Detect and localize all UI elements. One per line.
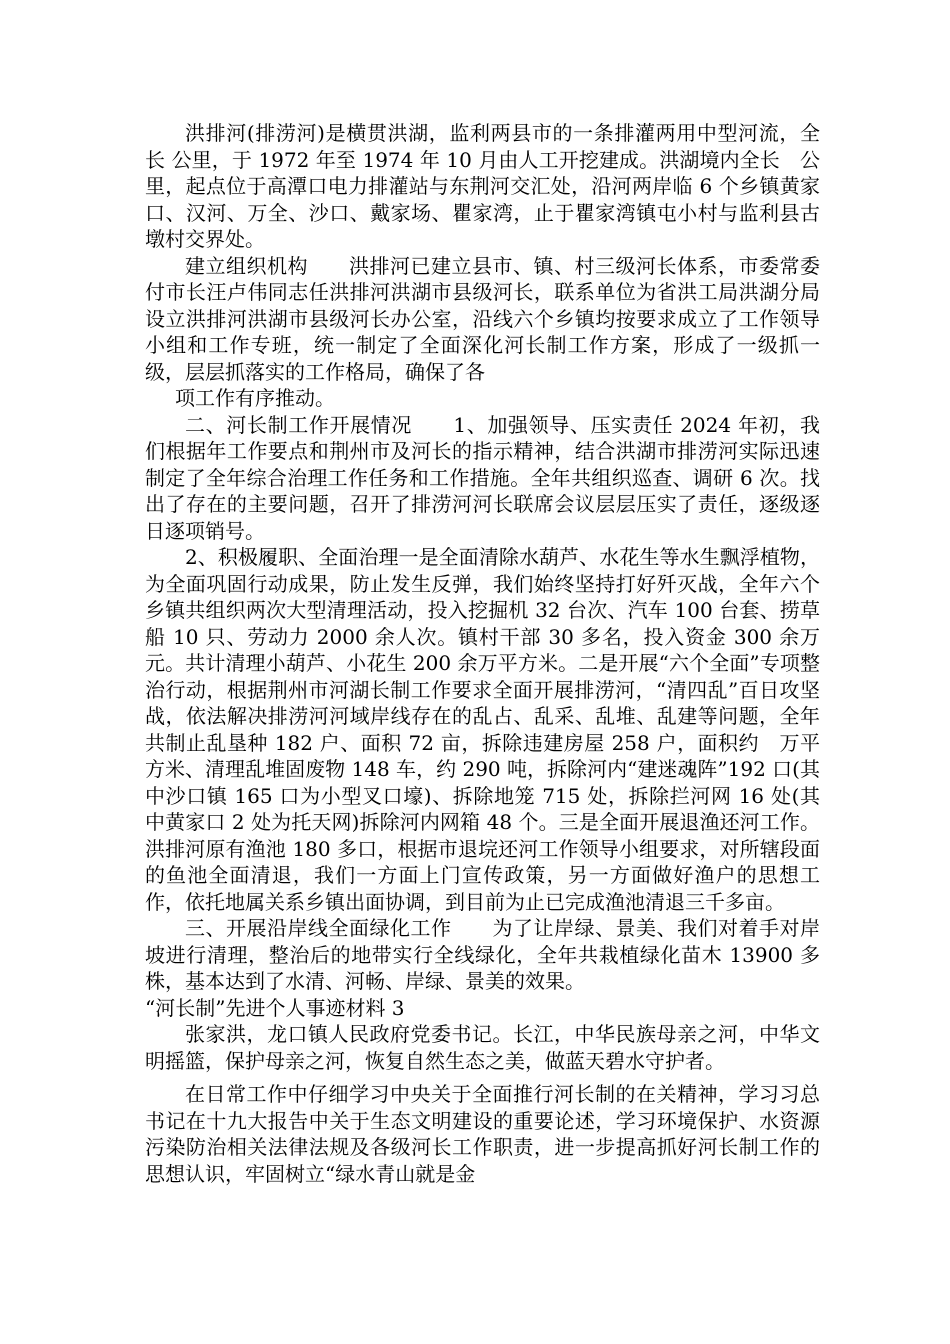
heading-material-3: “河长制”先进个人事迹材料 3 (145, 995, 405, 1020)
paragraph-organization: 建立组织机构 洪排河已建立县市、镇、村三级河长体系，市委常委付市长汪卢伟同志任洪排河洪湖市县级河长，联系单位为省洪工局洪湖分局设立洪排河洪湖市县级河长办公室，沿线六个乡镇均按要求成立了工作领导小组和工作专班，统一制定了全面深化河长制工作方案，形成了一级抓一级，层层抓落实的工作格局，确保了各 (145, 253, 820, 384)
paragraph-organization-continued: 项工作有序推动。 (175, 386, 335, 410)
paragraph-section-two: 二、河长制工作开展情况 1、加强领导、压实责任 2024 年初，我们根据年工作要点和荆州市及河长的指示精神，结合洪湖市排涝河实际迅速制定了全年综合治理工作任务和工作措施。全年共组织巡查、调研 6 次。找出了存在的主要问题，召开了排涝河河长联席会议层层压实了责任，逐级逐日逐项销号。 (145, 412, 820, 543)
paragraph-profile: 张家洪，龙口镇人民政府党委书记。长江，中华民族母亲之河，中华文明摇篮，保护母亲之河，恢复自然生态之美，做蓝天碧水守护者。 (145, 1022, 820, 1073)
paragraph-intro: 洪排河(排涝河)是横贯洪湖，监利两县市的一条排灌两用中型河流，全长 公里，于 1972 年至 1974 年 10 月由人工开挖建成。洪湖境内全长 公里，起点位于高潭口电力排灌站与东荆河交汇处，沿河两岸临 6 个乡镇黄家口、汉河、万全、沙口、戴家场、瞿家湾，止于瞿家湾镇屯小村与监利县古墩村交界处。 (145, 121, 820, 251)
paragraph-daily-work: 在日常工作中仔细学习中央关于全面推行河长制的在关精神，学习习总书记在十九大报告中关于生态文明建设的重要论述，学习环境保护、水资源污染防治相关法律法规及各级河长工作职责，进一步提高抓好河长制工作的思想认识，牢固树立“绿水青山就是金 (145, 1082, 820, 1186)
paragraph-governance: 2、积极履职、全面治理一是全面清除水葫芦、水花生等水生飘浮植物，为全面巩固行动成果，防止发生反弹，我们始终坚持打好歼灭战，全年六个乡镇共组织两次大型清理活动，投入挖掘机 32 台次、汽车 100 台套、捞草船 10 只、劳动力 2000 余人次。镇村干部 30 多名，投入资金 300 余万元。共计清理小葫芦、小花生 200 余万平方米。二是开展“六个全面”专项整治行动，根据荆州市河湖长制工作要求全面开展排涝河，“清四乱”百日攻坚战，依法解决排涝河河域岸线存在的乱占、乱采、乱堆、乱建等问题，全年共制止乱垦种 182 户、面积 72 亩，拆除违建房屋 258 户，面积约 万平方米、清理乱堆固废物 148 车，约 290 吨，拆除河内“建迷魂阵”192 口(其中沙口镇 165 口为小型叉口壕)、拆除地笼 715 处，拆除拦河网 16 处(其中黄家口 2 处为托天网)拆除河内网箱 48 个。三是全面开展退渔还河工作。洪排河原有渔池 180 多口，根据市退垸还河工作领导小组要求，对所辖段面的鱼池全面清退，我们一方面上门宣传政策，另一方面做好渔户的思想工作，依托地属关系乡镇出面协调，到目前为止已完成渔池清退三千多亩。 (145, 545, 820, 914)
paragraph-section-three: 三、开展沿岸线全面绿化工作 为了让岸绿、景美、我们对着手对岸坡进行清理，整治后的地带实行全线绿化，全年共栽植绿化苗木 13900 多株，基本达到了水清、河畅、岸绿、景美的效果。 (145, 916, 820, 993)
